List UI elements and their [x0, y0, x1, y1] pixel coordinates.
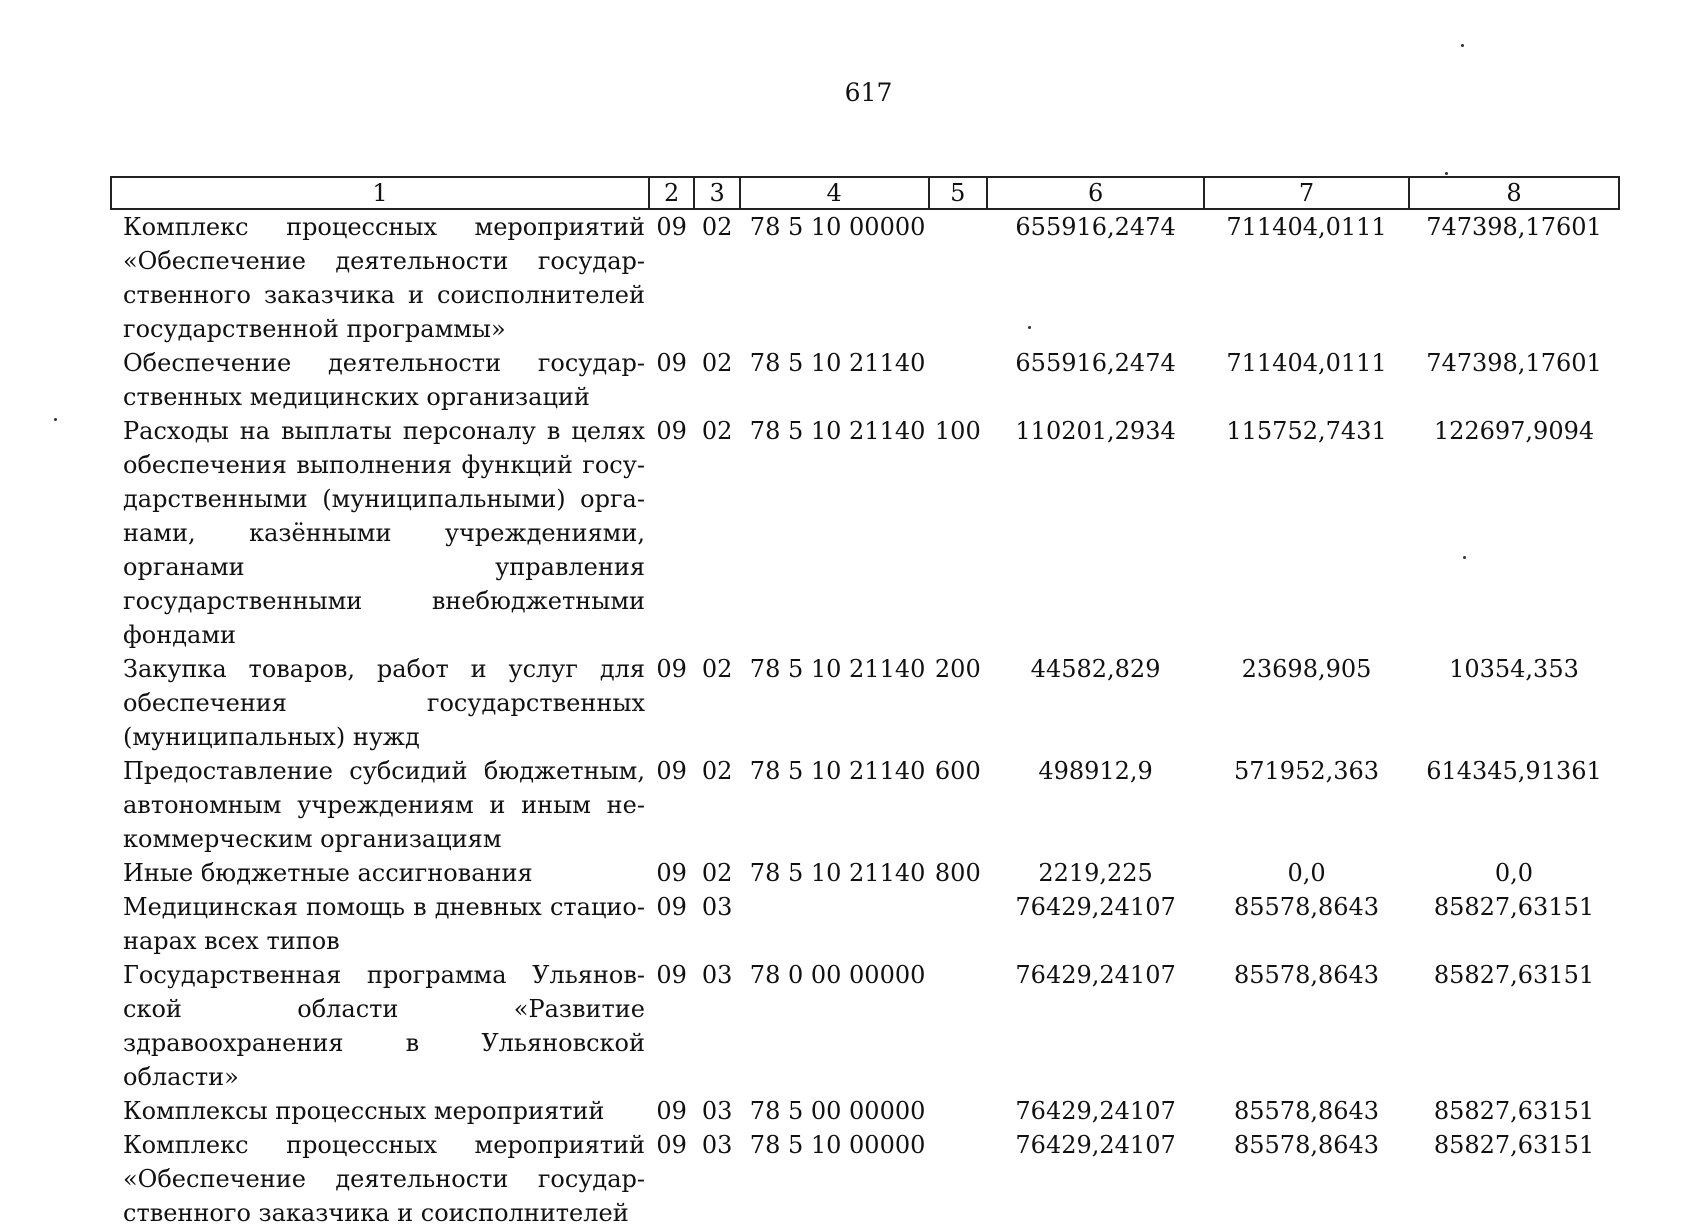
header-col-5: 5	[929, 177, 988, 209]
row-expense-type	[929, 346, 988, 414]
table-body	[111, 209, 1619, 1230]
row-amount-col8: 614345,91361	[1426, 757, 1602, 785]
row-amount-col7: 115752,7431	[1226, 417, 1387, 445]
row-amount-col6: 76429,24107	[1015, 961, 1176, 989]
row-section: 09	[656, 757, 687, 785]
row-subsection: 02	[701, 417, 733, 445]
row-amount-col7: 711404,0111	[1226, 213, 1387, 241]
row-subsection: 03	[701, 1097, 733, 1125]
page-number: 617	[844, 78, 893, 107]
table-row	[111, 414, 1619, 652]
row-amount-col6: 110201,2934	[1015, 417, 1176, 445]
header-col-1: 1	[111, 177, 649, 209]
row-amount-col6: 498912,9	[1038, 757, 1153, 785]
row-expense-type	[929, 1094, 988, 1128]
row-subsection: 02	[701, 757, 733, 785]
row-section: 09	[656, 417, 687, 445]
row-name: Расходы на выплаты персоналу в целях обеспечения выполнения функций государственными (муниципальными) органами, казёнными учреждениями, органами управления государственными внебюджетными фондами	[123, 417, 645, 649]
row-amount-col8: 747398,17601	[1426, 213, 1602, 241]
table-row	[111, 890, 1619, 958]
row-amount-col6: 655916,2474	[1015, 349, 1176, 377]
budget-table	[110, 176, 1620, 1230]
row-target-article: 78 5 10 00000	[749, 213, 926, 241]
row-name: Комплексы процессных мероприятий	[123, 1097, 605, 1125]
row-amount-col7: 571952,363	[1233, 757, 1380, 785]
row-amount-col7: 85578,8643	[1233, 893, 1380, 921]
row-section: 09	[656, 1131, 687, 1159]
row-target-article	[740, 890, 929, 958]
row-amount-col8: 0,0	[1494, 859, 1534, 887]
scan-speck	[54, 418, 57, 421]
row-target-article: 78 5 10 00000	[749, 1131, 926, 1159]
scan-speck	[1461, 44, 1464, 47]
row-amount-col7: 0,0	[1287, 859, 1326, 887]
scan-speck	[1028, 326, 1031, 329]
table-row	[111, 754, 1619, 856]
table-row	[111, 652, 1619, 754]
row-amount-col7: 711404,0111	[1226, 349, 1387, 377]
header-col-4: 4	[740, 177, 929, 209]
row-name: Закупка товаров, работ и услуг для обеспечения государственных (муниципальных) нужд	[123, 655, 645, 751]
row-name: Комплекс процессных мероприятий «Обеспечение деятельности государственного заказчика и соисполнителей государственной программы»	[123, 213, 645, 343]
row-expense-type	[929, 890, 988, 958]
row-target-article: 78 5 10 21140	[749, 655, 926, 683]
row-section: 09	[656, 859, 687, 887]
row-amount-col7: 85578,8643	[1233, 1097, 1380, 1125]
scan-speck	[1463, 556, 1466, 559]
row-expense-type: 800	[934, 859, 981, 887]
row-amount-col8: 747398,17601	[1426, 349, 1602, 377]
header-col-2: 2	[649, 177, 694, 209]
row-amount-col6: 76429,24107	[1015, 1097, 1176, 1125]
row-amount-col7: 23698,905	[1241, 655, 1372, 683]
row-expense-type	[929, 1128, 988, 1230]
row-target-article: 78 5 10 21140	[749, 859, 926, 887]
row-target-article: 78 5 10 21140	[749, 757, 926, 785]
row-name: Государственная программа Ульяновской области «Развитие здравоохранения в Ульяновской области»	[123, 961, 645, 1091]
header-row	[111, 177, 1619, 209]
row-section: 09	[656, 961, 687, 989]
row-section: 09	[656, 349, 687, 377]
row-name: Предоставление субсидий бюджетным, автономным учреждениям и иным некоммерческим организациям	[123, 757, 645, 853]
row-expense-type	[929, 209, 988, 346]
table-row	[111, 1094, 1619, 1128]
header-col-7: 7	[1204, 177, 1409, 209]
row-subsection: 03	[701, 893, 733, 921]
row-subsection: 02	[701, 859, 733, 887]
row-amount-col8: 85827,63151	[1433, 1097, 1595, 1125]
row-expense-type: 600	[934, 757, 981, 785]
row-amount-col8: 85827,63151	[1433, 1131, 1595, 1159]
row-name: Иные бюджетные ассигнования	[123, 859, 533, 887]
row-subsection: 02	[701, 213, 733, 241]
row-name: Комплекс процессных мероприятий «Обеспечение деятельности государственного заказчика и соисполнителей	[123, 1131, 645, 1227]
row-amount-col6: 76429,24107	[1015, 893, 1176, 921]
row-name: Медицинская помощь в дневных стационарах всех типов	[123, 893, 645, 955]
row-target-article: 78 5 10 21140	[749, 349, 926, 377]
header-col-6: 6	[987, 177, 1204, 209]
row-amount-col7: 85578,8643	[1233, 961, 1380, 989]
table-row	[111, 856, 1619, 890]
row-amount-col6: 655916,2474	[1015, 213, 1176, 241]
row-expense-type	[929, 958, 988, 1094]
table-row	[111, 346, 1619, 414]
row-amount-col6: 44582,829	[1030, 655, 1161, 683]
header-col-8: 8	[1409, 177, 1619, 209]
row-subsection: 02	[701, 349, 733, 377]
row-expense-type: 200	[934, 655, 981, 683]
row-amount-col8: 85827,63151	[1433, 961, 1595, 989]
table-header	[111, 177, 1619, 209]
row-target-article: 78 5 10 21140	[749, 417, 926, 445]
table-row	[111, 1128, 1619, 1230]
row-amount-col6: 2219,225	[1038, 859, 1153, 887]
row-amount-col8: 10354,353	[1449, 655, 1579, 683]
row-amount-col8: 122697,9094	[1433, 417, 1595, 445]
table-row	[111, 958, 1619, 1094]
row-subsection: 03	[701, 1131, 733, 1159]
row-amount-col7: 85578,8643	[1233, 1131, 1380, 1159]
row-subsection: 03	[701, 961, 733, 989]
row-section: 09	[656, 893, 687, 921]
scan-speck	[1445, 172, 1448, 175]
row-section: 09	[656, 213, 687, 241]
row-name: Обеспечение деятельности государственных медицинских организаций	[123, 349, 645, 411]
header-col-3: 3	[694, 177, 739, 209]
row-amount-col6: 76429,24107	[1015, 1131, 1176, 1159]
row-subsection: 02	[701, 655, 733, 683]
row-target-article: 78 5 00 00000	[749, 1097, 926, 1125]
row-section: 09	[656, 655, 687, 683]
row-amount-col8: 85827,63151	[1433, 893, 1595, 921]
table-row	[111, 209, 1619, 346]
row-expense-type: 100	[934, 417, 981, 445]
row-target-article: 78 0 00 00000	[749, 961, 926, 989]
row-section: 09	[656, 1097, 687, 1125]
